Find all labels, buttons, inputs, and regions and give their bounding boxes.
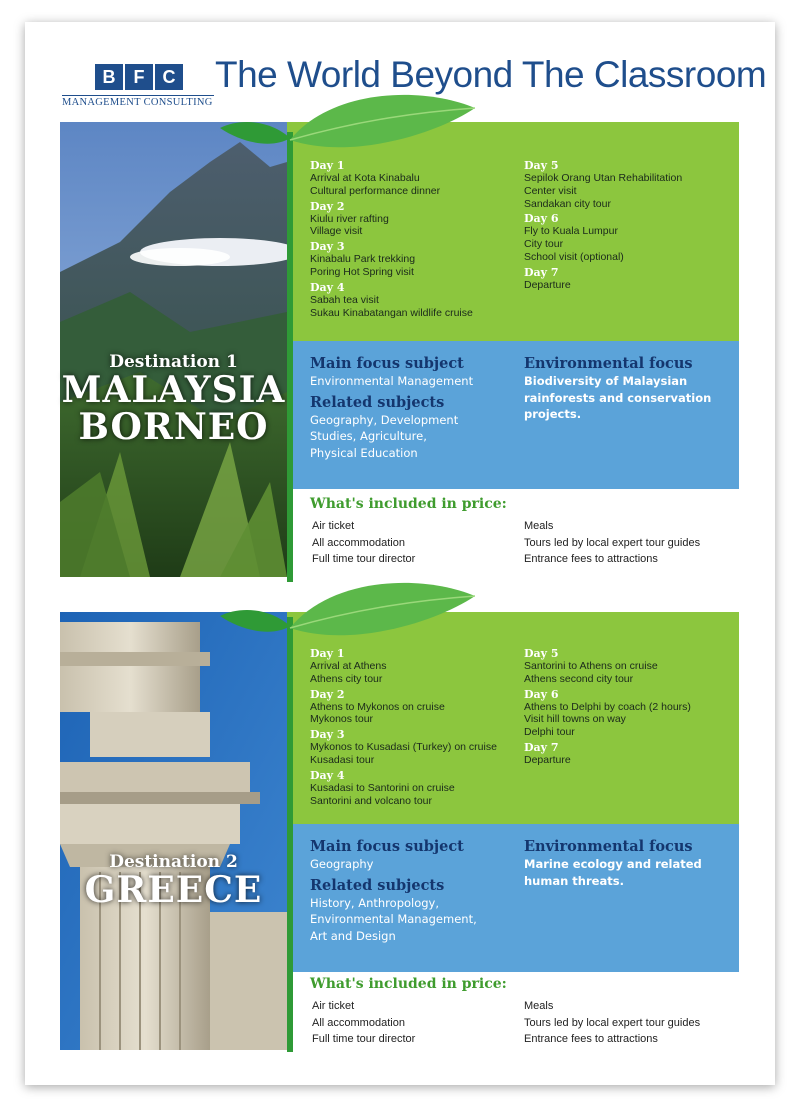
day-activity: Center visit xyxy=(524,184,577,197)
environmental-focus-block xyxy=(524,838,729,889)
day-label: Day 4 xyxy=(310,768,345,782)
itinerary-col-left xyxy=(310,645,520,807)
day-activity: Athens to Mykonos on cruise xyxy=(310,700,445,713)
day-activity: Cultural performance dinner xyxy=(310,184,441,197)
day-activity: Poring Hot Spring visit xyxy=(310,265,414,278)
environmental-focus-line: Marine ecology and related xyxy=(524,857,702,871)
related-subject-line: Studies, Agriculture, xyxy=(310,429,427,443)
day-activity: Visit hill towns on way xyxy=(524,713,626,726)
day-label: Day 7 xyxy=(524,740,559,754)
destination-number: Destination 1 xyxy=(109,352,238,372)
included-item: Full time tour director xyxy=(312,1033,416,1045)
main-focus-block xyxy=(310,838,515,944)
day-activity: School visit (optional) xyxy=(524,250,624,263)
day-activity: Athens city tour xyxy=(310,672,383,685)
page-title: The World Beyond The Classroom xyxy=(215,54,767,95)
day-activity: Santorini to Athens on cruise xyxy=(524,660,658,672)
day-label: Day 6 xyxy=(524,212,559,226)
included-list-left xyxy=(312,518,415,568)
day-activity: Kusadasi tour xyxy=(310,753,375,766)
day-activity: Departure xyxy=(524,278,571,291)
included-item: Entrance fees to attractions xyxy=(524,553,658,565)
environmental-focus-line: human threats. xyxy=(524,873,624,888)
day-activity: Sukau Kinabatangan wildlife cruise xyxy=(310,306,473,319)
day-activity: Santorini and volcano tour xyxy=(310,794,432,807)
environmental-focus-line: rainforests and conservation xyxy=(524,390,712,405)
related-subject-line: Art and Design xyxy=(310,928,396,943)
day-label: Day 5 xyxy=(524,647,559,660)
day-activity: Athens to Delphi by coach (2 hours) xyxy=(524,700,691,713)
included-item: Meals xyxy=(524,1000,554,1012)
day-activity: Kinabalu Park trekking xyxy=(310,253,416,266)
day-activity: Kusadasi to Santorini on cruise xyxy=(310,781,455,794)
included-item: All accommodation xyxy=(312,1016,405,1029)
destination-name-line1: MALAYSIA xyxy=(61,369,286,411)
included-item: Tours led by local expert tour guides xyxy=(524,1016,701,1029)
focus-panel xyxy=(287,824,739,972)
related-subjects-heading: Related subjects xyxy=(310,876,445,894)
day-label: Day 1 xyxy=(310,159,345,172)
day-label: Day 4 xyxy=(310,280,345,294)
itinerary-col-right xyxy=(524,645,729,767)
included-item: Meals xyxy=(524,520,554,532)
day-activity: Mykonos to Kusadasi (Turkey) on cruise xyxy=(310,741,497,754)
logo-letter-f: F xyxy=(125,64,153,90)
day-activity: Sandakan city tour xyxy=(524,197,611,210)
day-activity: City tour xyxy=(524,238,564,251)
destination-2-section xyxy=(60,612,739,1052)
related-subject-line: Environmental Management, xyxy=(310,912,477,926)
day-activity: Arrival at Kota Kinabalu xyxy=(310,172,420,184)
included-list-right xyxy=(524,518,700,568)
day-label: Day 2 xyxy=(310,687,345,701)
plant-stem xyxy=(287,132,293,582)
day-activity: Village visit xyxy=(310,225,363,238)
destination-name-line1: GREECE xyxy=(84,869,263,911)
borneo-mountain-photo xyxy=(60,122,287,577)
day-activity: Mykonos tour xyxy=(310,713,374,726)
main-focus-value: Geography xyxy=(310,857,374,871)
included-item: Air ticket xyxy=(312,520,355,532)
included-heading: What's included in price: xyxy=(310,496,507,512)
bfc-logo xyxy=(62,64,214,114)
environmental-focus-heading: Environmental focus xyxy=(524,355,693,372)
destination-1-section xyxy=(60,122,739,582)
included-list-right xyxy=(524,998,700,1048)
day-activity: Sepilok Orang Utan Rehabilitation xyxy=(524,172,683,184)
day-label: Day 3 xyxy=(310,240,345,254)
day-label: Day 7 xyxy=(524,265,559,279)
itinerary-col-right xyxy=(524,157,729,292)
leaf-graphic-icon xyxy=(220,90,480,160)
destination-1-label xyxy=(60,352,287,446)
day-label: Day 5 xyxy=(524,159,559,172)
day-label: Day 2 xyxy=(310,199,345,213)
included-item: Tours led by local expert tour guides xyxy=(524,536,701,549)
day-activity: Fly to Kuala Lumpur xyxy=(524,225,618,238)
day-activity: Arrival at Athens xyxy=(310,660,387,672)
environmental-focus-heading: Environmental focus xyxy=(524,838,693,855)
destination-number: Destination 2 xyxy=(109,852,238,872)
included-item: Air ticket xyxy=(312,1000,355,1012)
included-list-left xyxy=(312,998,415,1048)
related-subject-line: History, Anthropology, xyxy=(310,895,440,910)
day-activity: Departure xyxy=(524,753,571,766)
day-label: Day 3 xyxy=(310,728,345,742)
environmental-focus-block xyxy=(524,355,729,423)
day-activity: Kiulu river rafting xyxy=(310,212,389,225)
destination-2-label xyxy=(60,852,287,909)
day-activity: Sabah tea visit xyxy=(310,293,379,306)
main-focus-heading: Main focus subject xyxy=(310,355,464,372)
day-label: Day 6 xyxy=(524,687,559,701)
day-activity: Delphi tour xyxy=(524,726,575,739)
environmental-focus-line: projects. xyxy=(524,407,582,421)
main-focus-block xyxy=(310,355,515,461)
included-item: Full time tour director xyxy=(312,553,416,565)
environmental-focus-line: Biodiversity of Malaysian xyxy=(524,374,688,388)
day-label: Day 1 xyxy=(310,647,345,660)
destination-name-line2: BORNEO xyxy=(78,406,269,448)
related-subjects-heading: Related subjects xyxy=(310,393,445,411)
greece-column-photo xyxy=(60,612,287,1050)
logo-letter-b: B xyxy=(95,64,123,90)
logo-letter-c: C xyxy=(155,64,183,90)
logo-subtitle: MANAGEMENT CONSULTING xyxy=(62,97,213,108)
related-subject-line: Physical Education xyxy=(310,445,418,460)
focus-panel xyxy=(287,341,739,489)
included-heading: What's included in price: xyxy=(310,976,507,992)
plant-stem xyxy=(287,617,293,1052)
brochure-page xyxy=(25,22,775,1085)
related-subject-line: Geography, Development xyxy=(310,412,459,427)
itinerary-col-left xyxy=(310,157,520,319)
main-focus-heading: Main focus subject xyxy=(310,838,464,855)
leaf-graphic-icon xyxy=(220,578,480,648)
day-activity: Athens second city tour xyxy=(524,672,634,685)
included-item: All accommodation xyxy=(312,536,405,549)
included-item: Entrance fees to attractions xyxy=(524,1033,658,1045)
main-focus-value: Environmental Management xyxy=(310,374,474,388)
